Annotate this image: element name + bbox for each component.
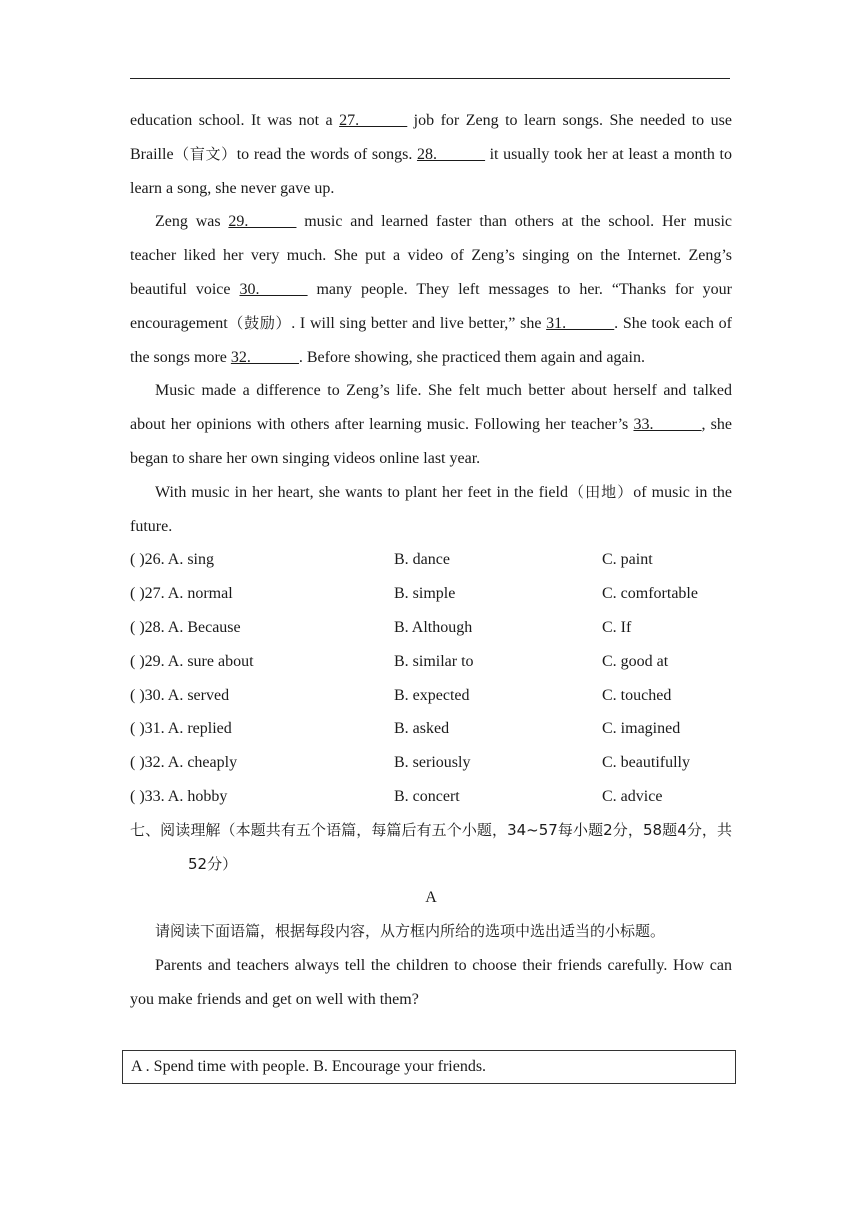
passage-paragraph-2 xyxy=(130,205,732,374)
text: to read the words of songs. xyxy=(236,145,417,163)
question-option-a: ( )28. A. Because xyxy=(130,618,241,636)
blank-29: 29.______ xyxy=(228,213,297,231)
question-option-b: B. asked xyxy=(394,720,450,738)
blank-32: 32.______ xyxy=(230,348,299,366)
question-option-b: B. simple xyxy=(394,585,456,603)
question-row xyxy=(130,577,732,611)
text: Zeng was xyxy=(155,213,229,231)
blank-33: 33.______ xyxy=(633,416,702,434)
text: education school. It was not a xyxy=(130,112,340,129)
text: music and learned faster than others at the school. Her music teacher liked her very much. She put a video of Zeng’s singing on the Internet. Zeng’s beautiful voice xyxy=(130,213,732,298)
passage-paragraph-3 xyxy=(130,374,732,475)
intro-text: Parents and teachers always tell the children to choose their friends carefully. How can you make friends and get on well with them? xyxy=(130,956,732,1008)
instruction-text: 请阅读下面语篇，根据每段内容，从方框内所给的选项中选出适当的小标题。 xyxy=(155,922,666,941)
question-option-b: B. Although xyxy=(394,618,473,636)
question-option-a: ( )30. A. served xyxy=(130,686,230,704)
question-option-a: ( )26. A. sing xyxy=(130,551,214,569)
question-option-b: B. seriously xyxy=(394,754,471,772)
text: . She took each of the songs more xyxy=(130,314,732,366)
text: Music made a difference to Zeng’s life. She felt much better about herself and talked about her opinions with others after learning music. Following her teacher’s xyxy=(130,382,732,434)
question-option-a: ( )31. A. replied xyxy=(130,720,232,738)
question-option-c: C. touched xyxy=(602,686,672,704)
text: . Before showing, she practiced them again and again. xyxy=(298,348,645,366)
options-box xyxy=(122,1050,736,1084)
passage-paragraph-4 xyxy=(130,476,732,544)
section-heading: 七、阅读理解（本题共有五个语篇，每篇后有五个小题，34~57每小题2分，58题4分，共52分） xyxy=(130,820,732,873)
page-content xyxy=(130,104,732,1017)
question-list xyxy=(130,543,732,813)
passage-paragraph-1 xyxy=(130,104,732,205)
question-option-b: B. concert xyxy=(394,787,460,805)
question-option-b: B. similar to xyxy=(394,652,474,670)
question-option-c: C. paint xyxy=(602,551,653,569)
question-option-c: C. beautifully xyxy=(602,754,690,772)
question-row xyxy=(130,543,732,577)
question-option-c: C. imagined xyxy=(602,720,681,738)
part-label: A xyxy=(425,889,437,907)
question-option-c: C. If xyxy=(602,618,632,636)
blank-28: 28.______ xyxy=(416,145,485,163)
text: With music in her heart, she wants to plant her feet in the field xyxy=(155,483,568,501)
braille-gloss: （盲文） xyxy=(173,144,237,163)
question-row xyxy=(130,746,732,780)
question-option-c: C. comfortable xyxy=(602,585,698,603)
blank-31: 31.______ xyxy=(546,314,615,332)
text: , she began to share her own singing videos online last year. xyxy=(130,416,733,467)
question-option-c: C. good at xyxy=(602,652,669,670)
question-row xyxy=(130,611,732,645)
blank-30: 30.______ xyxy=(239,280,308,298)
question-option-a: ( )29. A. sure about xyxy=(130,652,254,670)
text: . I will sing better and live better,” she xyxy=(291,314,547,332)
question-option-a: ( )27. A. normal xyxy=(130,585,233,603)
question-option-c: C. advice xyxy=(602,787,663,805)
question-row xyxy=(130,679,732,713)
text: it usually took her at least a month to learn a song, she never gave up. xyxy=(130,145,732,197)
text: job for Zeng to learn songs. She needed to use Braille xyxy=(130,112,733,163)
question-option-a: ( )32. A. cheaply xyxy=(130,754,238,772)
options-box-text: A . Spend time with people. B. Encourage your friends. xyxy=(131,1058,487,1075)
blank-27: 27.______ xyxy=(339,112,408,129)
question-option-b: B. expected xyxy=(394,686,470,704)
field-gloss: （田地） xyxy=(567,482,634,501)
question-row xyxy=(130,780,732,814)
header-rule xyxy=(130,78,730,79)
encouragement-gloss: （鼓励） xyxy=(227,313,292,332)
text: of music in the future. xyxy=(130,483,732,535)
question-row xyxy=(130,712,732,746)
question-option-a: ( )33. A. hobby xyxy=(130,787,228,805)
text: many people. They left messages to her. “Thanks for your encouragement xyxy=(130,280,732,332)
question-option-b: B. dance xyxy=(394,551,450,569)
question-row xyxy=(130,645,732,679)
